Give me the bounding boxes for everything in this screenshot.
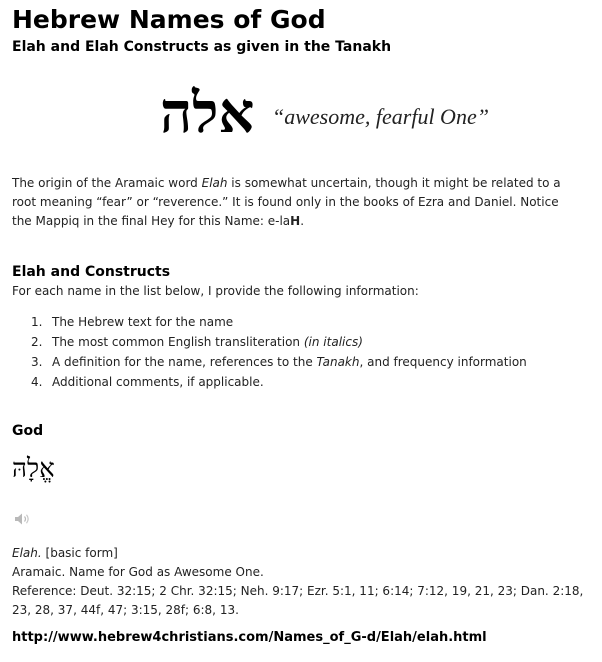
list-item-tail: , and frequency information [359,355,527,369]
list-item-number: 4. [31,375,43,389]
intro-text-start: The origin of the Aramaic word [12,176,202,190]
intro-word-elah: Elah [201,176,228,190]
intro-paragraph [12,174,582,231]
list-item-text: A definition for the name, references to the [52,355,317,369]
list-item-text: The Hebrew text for the name [52,315,234,329]
source-url: http://www.hebrew4christians.com/Names_of_G-d/Elah/elah.html [12,630,487,645]
list-item-italic: (in italics) [303,335,363,349]
intro-text-middle: is somewhat uncertain, though it might be related to a root meaning “fear” or “reverence.” It is found only in the books of Ezra and Daniel. Notice the Mappiq in the final Hey for this Name: e-la [12,176,561,228]
list-item-italic: Tanakh [316,355,360,369]
list-item-number: 1. [31,315,43,329]
list-item [31,352,527,372]
list-item [31,332,527,352]
intro-bold-letter: H [290,214,301,228]
hero-hebrew-word: אלה [160,80,255,146]
section-heading: Elah and Constructs [12,264,171,280]
entry-form: [basic form] [41,546,118,560]
entry-heading: God [12,423,44,439]
entry-name-line [12,544,584,563]
entry-transliteration: Elah. [12,546,42,560]
hero-meaning: “awesome, fearful One” [272,104,489,129]
speaker-icon[interactable] [14,512,34,526]
list-item [31,372,527,392]
entry-definition: Aramaic. Name for God as Awesome One. [12,565,264,579]
list-item-text: Additional comments, if applicable. [52,375,264,389]
entry-details [12,544,584,620]
info-list [31,312,527,392]
list-item-number: 2. [31,335,43,349]
list-item [31,312,527,332]
entry-hebrew-word: אֱלָהּ [12,454,55,484]
list-item-text: The most common English transliteration [52,335,304,349]
list-item-number: 3. [31,355,43,369]
page-subtitle: Elah and Elah Constructs as given in the Tanakh [12,39,392,55]
page-title: Hebrew Names of God [12,5,326,34]
section-description: For each name in the list below, I provide the following information: [12,284,419,298]
hero-banner [160,80,489,152]
intro-text-end: . [300,214,305,228]
entry-reference: Reference: Deut. 32:15; 2 Chr. 32:15; Neh. 9:17; Ezr. 5:1, 11; 6:14; 7:12, 19, 21, 23; Dan. 2:18, 23, 28, 37, 44f, 47; 3:15, 28f; 6:8, 13. [12,584,584,617]
